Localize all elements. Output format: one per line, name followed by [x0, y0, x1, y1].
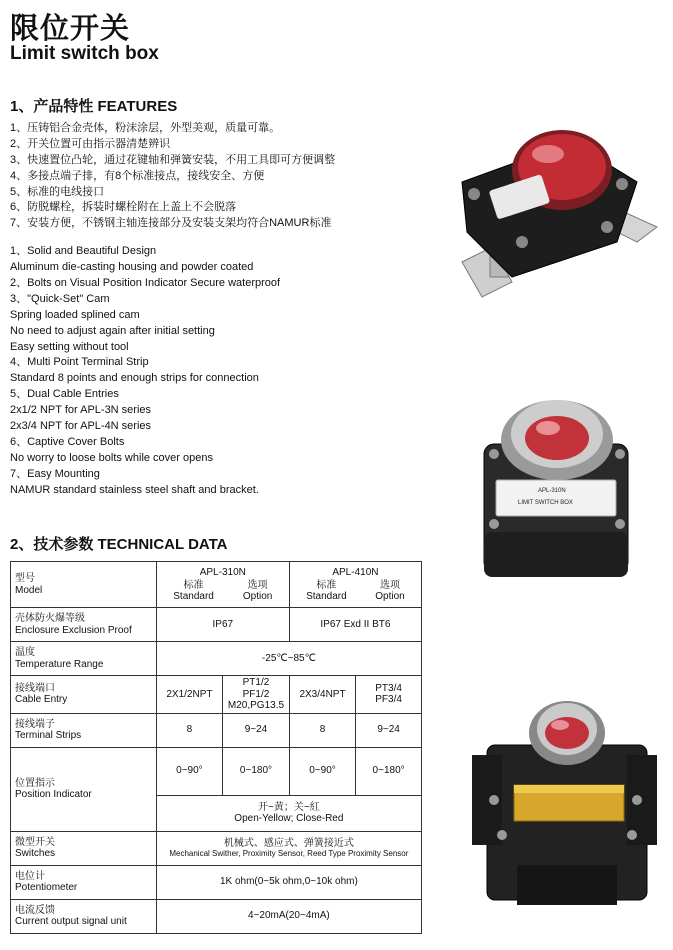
- switches-value: 机械式、感应式、弹簧接近式 Mechanical Swither, Proximity Sensor, Reed Type Proximity Sensor: [156, 831, 421, 865]
- current-value: 4~20mA(20~4mA): [156, 899, 421, 933]
- feature-en-line: Easy setting without tool: [10, 340, 129, 353]
- switches-label: 微型开关 Switches: [11, 831, 157, 865]
- potentiometer-value: 1K ohm(0~5k ohm,0~10k ohm): [156, 865, 421, 899]
- feature-cn-line: 4、多接点端子排，有8个标准接点，接线安全、方便: [10, 169, 265, 182]
- page-title-cn: 限位开关: [10, 11, 131, 45]
- feature-en-line: 2、Bolts on Visual Position Indicator Secure waterproof: [10, 277, 281, 290]
- position-b-opt: 0~180°: [356, 747, 422, 795]
- position-label: 位置指示 Position Indicator: [11, 747, 157, 831]
- feature-en-line: 2x3/4 NPT for APL-4N series: [10, 420, 152, 433]
- table-row-enclosure: [11, 608, 422, 642]
- feature-cn-line: 1、压铸铝合金壳体，粉沫涂层，外型美观，质量可靠。: [10, 122, 281, 134]
- position-color: 开~黄；关~紅 Open-Yellow; Close-Red: [156, 795, 421, 831]
- potentiometer-label: 电位计 Potentiometer: [11, 865, 157, 899]
- feature-cn-line: 5、标准的电线接口: [10, 185, 105, 198]
- enclosure-b: IP67 Exd II BT6: [289, 608, 421, 642]
- position-b-std: 0~90°: [289, 747, 355, 795]
- feature-en-line: 1、Solid and Beautiful Design: [10, 245, 157, 258]
- position-a-std: 0~90°: [156, 747, 222, 795]
- feature-en-line: Standard 8 points and enough strips for connection: [10, 372, 259, 385]
- feature-en-line: 7、Easy Mounting: [10, 467, 100, 480]
- technical-heading: 2、技术参数 TECHNICAL DATA: [10, 536, 228, 553]
- feature-en-line: 2x1/2 NPT for APL-3N series: [10, 404, 152, 417]
- position-a-opt: 0~180°: [223, 747, 290, 795]
- feature-cn-line: 7、安装方便，不锈钢主轴连接部分及安装支架均符合NAMUR标准: [10, 217, 332, 230]
- table-row-model: [11, 562, 422, 608]
- feature-en-line: Spring loaded splined cam: [10, 308, 140, 321]
- cable-a-std: 2X1/2NPT: [156, 676, 222, 714]
- cable-label: 接线端口 Cable Entry: [11, 676, 157, 714]
- feature-cn-line: 6、防脱螺栓，拆装时螺栓附在上盖上不会脱落: [10, 201, 237, 214]
- table-row-potentiometer: [11, 865, 422, 899]
- product-photo-1: [452, 112, 667, 302]
- enclosure-a: IP67: [156, 608, 289, 642]
- feature-en-line: No worry to loose bolts while cover opens: [10, 451, 213, 464]
- table-row-cable: [11, 676, 422, 714]
- product-photo-2: [482, 392, 632, 587]
- model-b-cell: APL-410N 标准 Standard 选项 Option: [289, 562, 421, 608]
- feature-en-line: 5、Dual Cable Entries: [10, 388, 119, 401]
- model-label: 型号 Model: [11, 562, 157, 608]
- feature-en-line: 4、Multi Point Terminal Strip: [10, 356, 149, 369]
- terminal-b-std: 8: [289, 713, 355, 747]
- cable-a-opt: PT1/2 PF1/2 M20,PG13.5: [223, 676, 290, 714]
- photo-model-label: APL-310N: [538, 488, 566, 494]
- feature-cn-line: 2、开关位置可由指示器清楚辨识: [10, 137, 171, 150]
- cable-b-std: 2X3/4NPT: [289, 676, 355, 714]
- photo-brand-label: LIMIT SWITCH BOX: [518, 500, 573, 506]
- temperature-label: 温度 Temperature Range: [11, 642, 157, 676]
- current-label: 电流反馈 Current output signal unit: [11, 899, 157, 933]
- table-row-switches: [11, 831, 422, 865]
- table-row-terminal: [11, 713, 422, 747]
- table-row-position: [11, 747, 422, 795]
- terminal-b-opt: 9~24: [356, 713, 422, 747]
- enclosure-label: 壳体防火爆等级 Enclosure Exclusion Proof: [11, 608, 157, 642]
- feature-en-line: 3、"Quick-Set" Cam: [10, 292, 110, 305]
- feature-en-line: No need to adjust again after initial setting: [10, 324, 215, 337]
- model-a-cell: APL-310N 标准 Standard 选项 Option: [156, 562, 289, 608]
- table-row-current: [11, 899, 422, 933]
- features-heading: 1、产品特性 FEATURES: [10, 98, 178, 115]
- terminal-a-std: 8: [156, 713, 222, 747]
- technical-data-table: [10, 561, 422, 934]
- terminal-label: 接线端子 Terminal Strips: [11, 713, 157, 747]
- feature-en-line: Aluminum die-casting housing and powder coated: [10, 261, 254, 274]
- feature-en-line: NAMUR standard stainless steel shaft and bracket.: [10, 483, 259, 496]
- temperature-value: -25℃~85℃: [156, 642, 421, 676]
- product-photo-3: [472, 695, 657, 910]
- feature-cn-line: 3、快速置位凸轮，通过花键轴和弹簧安装，不用工具即可方便调整: [10, 153, 336, 166]
- feature-en-line: 6、Captive Cover Bolts: [10, 435, 125, 448]
- terminal-a-opt: 9~24: [223, 713, 290, 747]
- cable-b-opt: PT3/4 PF3/4: [356, 676, 422, 714]
- table-row-temperature: [11, 642, 422, 676]
- features-list: [10, 121, 450, 498]
- page-title-en: Limit switch box: [10, 43, 159, 64]
